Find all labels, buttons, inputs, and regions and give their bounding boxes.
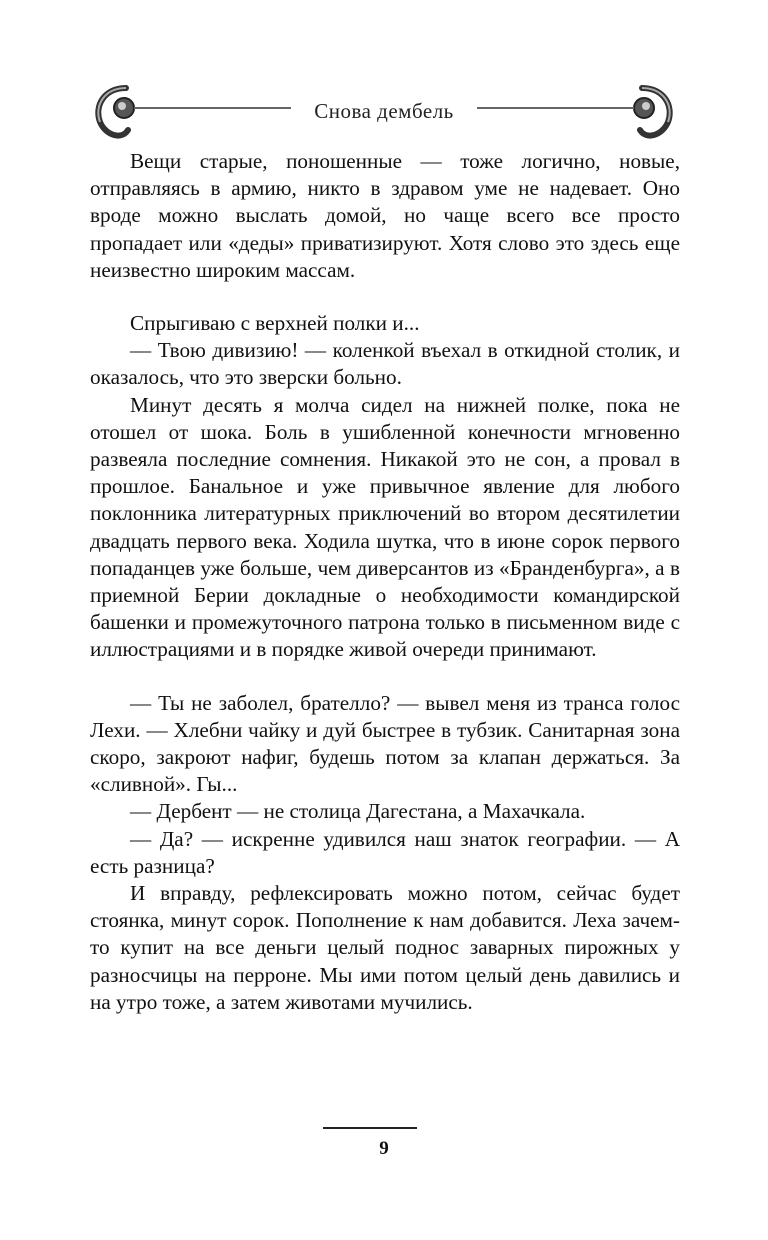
page-header	[0, 0, 768, 160]
body-text	[90, 148, 680, 1016]
paragraph: И вправду, рефлексировать можно потом, сейчас будет стоянка, минут сорок. Пополнение к нам добавится. Леха зачем-то купит на все деньги целый поднос заварных пирожных у разносчицы на перроне. Мы ими потом целый день давились и на утро тоже, а затем животами мучились.	[90, 881, 680, 1014]
paragraph: Минут десять я молча сидел на нижней полке, пока не отошел от шока. Боль в ушибленной конечности мгновенно развеяла последние сомнения. Никакой это не сон, а провал в прошлое. Банальное и уже привычное явление для любого поклонника литературных приключений во втором десятилетии двадцать первого века. Ходила шутка, что в июне сорок первого попаданцев уже больше, чем диверсантов из «Бранденбурга», а в приемной Берии докладные о необходимости командирской башенки и промежуточного патрона только в письменном виде с иллюстрациями и в порядке живой очереди принимают.	[90, 392, 680, 662]
paragraph: — Да? — искренне удивился наш знаток географии. — А есть разница?	[90, 826, 680, 878]
paragraph: Вещи старые, поношенные — тоже логично, новые, отправляясь в армию, никто в здравом уме не надевает. Оно вроде можно выслать домой, но чаще всего все просто пропадает или «деды» приватизируют. Хотя слово это здесь еще неизвестно широким массам.	[90, 149, 680, 282]
paragraph: — Ты не заболел, брателло? — вывел меня из транса голос Лехи. — Хлебни чайку и дуй быстрее в тубзик. Санитарная зона скоро, закроют нафиг, будешь потом за клапан держаться. За «сливной». Гы...	[90, 690, 680, 797]
page-number: 9	[379, 1138, 389, 1159]
ornament-right-icon	[462, 78, 682, 148]
paragraph: Спрыгиваю с верхней полки и...	[130, 311, 420, 336]
footer-divider	[323, 1127, 417, 1129]
running-title: Снова дембель	[314, 99, 454, 123]
paragraph: — Дербент — не столица Дагестана, а Махачкала.	[130, 799, 586, 824]
paragraph: — Твою дивизию! — коленкой въехал в откидной столик, и оказалось, что это зверски больно.	[90, 338, 680, 390]
